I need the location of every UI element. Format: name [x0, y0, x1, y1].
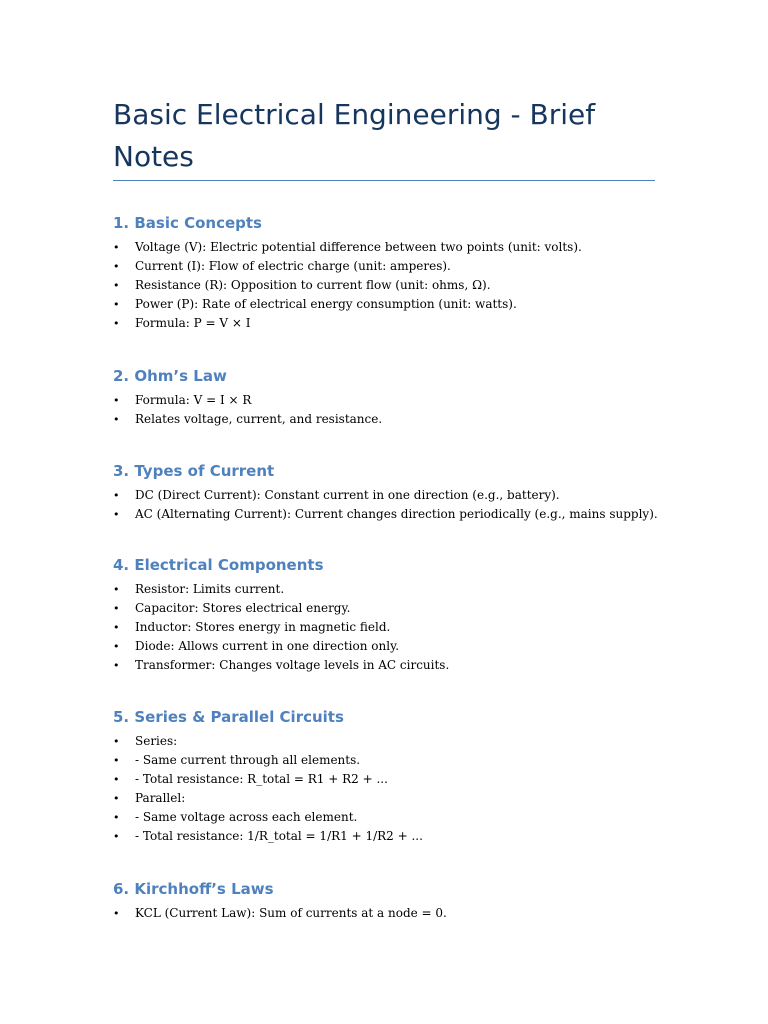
section-basic-concepts [113, 213, 673, 333]
list-item [113, 314, 673, 333]
section-heading: 4. Electrical Components [113, 556, 324, 574]
list-item-text: Series: [135, 734, 178, 748]
bullet-icon: • [113, 735, 120, 748]
list-item [113, 904, 673, 923]
bullet-icon: • [113, 241, 120, 254]
list-item-text: Formula: P = V × I [135, 316, 251, 330]
title-underline-rule [113, 180, 655, 181]
bullet-icon: • [113, 811, 120, 824]
list-item-text: Inductor: Stores energy in magnetic field. [135, 620, 391, 634]
list-item [113, 808, 673, 827]
bullet-icon: • [113, 602, 120, 615]
list-item-text: Voltage (V): Electric potential difference between two points (unit: volts). [135, 240, 582, 254]
bullet-icon: • [113, 260, 120, 273]
bullet-list [113, 580, 673, 675]
section-heading: 2. Ohm’s Law [113, 367, 227, 385]
list-item [113, 238, 673, 257]
list-item-text: Transformer: Changes voltage levels in AC circuits. [135, 658, 450, 672]
list-item [113, 770, 673, 789]
list-item-text: - Same current through all elements. [135, 753, 361, 767]
list-item-text: Relates voltage, current, and resistance. [135, 412, 383, 426]
list-item [113, 751, 673, 770]
bullet-icon: • [113, 773, 120, 786]
section-electrical-components [113, 555, 673, 675]
bullet-icon: • [113, 489, 120, 502]
list-item-text: - Total resistance: 1/R_total = 1/R1 + 1/R2 + ... [135, 829, 423, 843]
bullet-icon: • [113, 413, 120, 426]
list-item [113, 486, 673, 505]
list-item-text: Formula: V = I × R [135, 393, 252, 407]
document-title: Basic Electrical Engineering - Brief Notes [113, 98, 596, 173]
list-item [113, 789, 673, 808]
bullet-icon: • [113, 317, 120, 330]
list-item [113, 656, 673, 675]
bullet-icon: • [113, 621, 120, 634]
section-series-parallel-circuits [113, 707, 673, 846]
bullet-list [113, 904, 673, 923]
bullet-icon: • [113, 830, 120, 843]
bullet-list [113, 486, 673, 524]
list-item-text: AC (Alternating Current): Current changes direction periodically (e.g., mains supply). [135, 507, 658, 521]
section-heading: 1. Basic Concepts [113, 214, 262, 232]
bullet-icon: • [113, 659, 120, 672]
section-heading: 3. Types of Current [113, 462, 275, 480]
list-item [113, 295, 673, 314]
bullet-list [113, 732, 673, 846]
list-item-text: Resistor: Limits current. [135, 582, 285, 596]
bullet-icon: • [113, 583, 120, 596]
list-item-text: DC (Direct Current): Constant current in one direction (e.g., battery). [135, 488, 560, 502]
bullet-icon: • [113, 508, 120, 521]
bullet-icon: • [113, 907, 120, 920]
section-ohms-law [113, 366, 673, 429]
bullet-icon: • [113, 279, 120, 292]
bullet-icon: • [113, 298, 120, 311]
list-item-text: Resistance (R): Opposition to current flow (unit: ohms, Ω). [135, 278, 491, 292]
list-item [113, 391, 673, 410]
list-item-text: KCL (Current Law): Sum of currents at a node = 0. [135, 906, 447, 920]
list-item-text: - Same voltage across each element. [135, 810, 358, 824]
list-item-text: Power (P): Rate of electrical energy consumption (unit: watts). [135, 297, 517, 311]
list-item [113, 257, 673, 276]
list-item-text: Diode: Allows current in one direction only. [135, 639, 400, 653]
list-item [113, 637, 673, 656]
section-heading: 6. Kirchhoff’s Laws [113, 880, 274, 898]
list-item [113, 580, 673, 599]
section-types-of-current [113, 461, 673, 524]
bullet-icon: • [113, 754, 120, 767]
list-item [113, 410, 673, 429]
bullet-list [113, 238, 673, 333]
bullet-icon: • [113, 792, 120, 805]
bullet-icon: • [113, 640, 120, 653]
list-item [113, 599, 673, 618]
list-item-text: - Total resistance: R_total = R1 + R2 + ... [135, 772, 388, 786]
bullet-list [113, 391, 673, 429]
bullet-icon: • [113, 394, 120, 407]
list-item [113, 276, 673, 295]
list-item-text: Capacitor: Stores electrical energy. [135, 601, 351, 615]
section-heading: 5. Series & Parallel Circuits [113, 708, 344, 726]
section-kirchhoffs-laws [113, 879, 673, 923]
list-item [113, 732, 673, 751]
list-item-text: Current (I): Flow of electric charge (unit: amperes). [135, 259, 451, 273]
list-item [113, 505, 673, 524]
list-item-text: Parallel: [135, 791, 186, 805]
list-item [113, 827, 673, 846]
list-item [113, 618, 673, 637]
